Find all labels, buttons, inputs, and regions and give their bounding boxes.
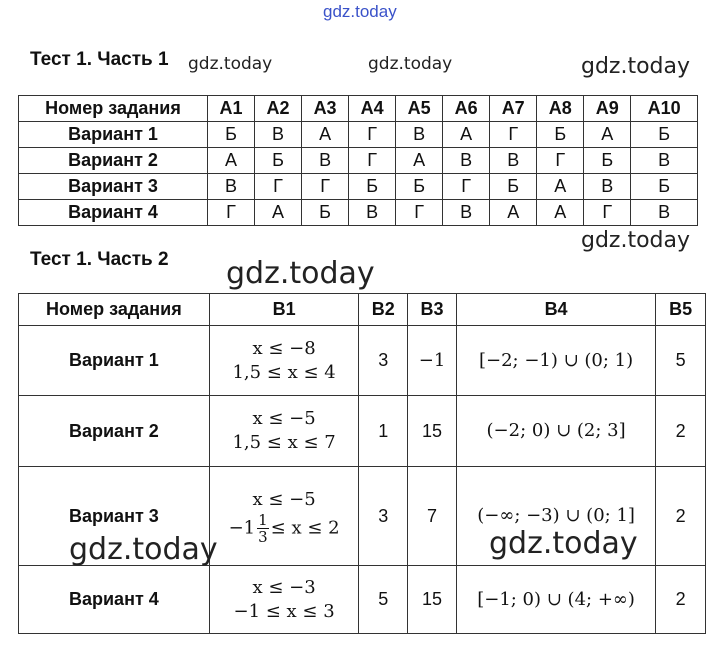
watermark-middle-top: gdz.today xyxy=(368,54,453,74)
table-cell: Б xyxy=(396,174,443,200)
column-header: А4 xyxy=(349,96,396,122)
table-cell: 2 xyxy=(656,566,706,634)
table-cell: Б xyxy=(490,174,537,200)
part2-heading: Тест 1. Часть 2 xyxy=(30,249,169,270)
b1-cell xyxy=(209,326,359,396)
table-cell: В xyxy=(631,148,698,174)
table-cell: Б xyxy=(584,148,631,174)
column-header: В4 xyxy=(456,294,655,326)
table-cell: 3 xyxy=(359,467,408,566)
table-cell: Г xyxy=(490,122,537,148)
table-cell: (−2; 0) ∪ (2; 3] xyxy=(456,396,655,467)
row-label: Вариант 4 xyxy=(19,566,210,634)
table-cell: Г xyxy=(584,200,631,226)
table-cell: Б xyxy=(631,122,698,148)
table-cell: В xyxy=(302,148,349,174)
table-cell: 1 xyxy=(359,396,408,467)
column-header: В1 xyxy=(209,294,359,326)
column-header: А9 xyxy=(584,96,631,122)
table-cell: А xyxy=(537,174,584,200)
column-header: А3 xyxy=(302,96,349,122)
table-cell: В xyxy=(490,148,537,174)
watermark-after-heading: gdz.today xyxy=(188,54,273,74)
table-cell: В xyxy=(255,122,302,148)
table-cell: А xyxy=(208,148,255,174)
table-cell: Г xyxy=(443,174,490,200)
table-cell: А xyxy=(302,122,349,148)
header-label: Номер задания xyxy=(19,96,208,122)
table-cell: Г xyxy=(208,200,255,226)
column-header: А6 xyxy=(443,96,490,122)
table-cell: Б xyxy=(208,122,255,148)
table-cell: 2 xyxy=(656,467,706,566)
table-cell: [−2; −1) ∪ (0; 1) xyxy=(456,326,655,396)
b1-line1: x ≤ −5 xyxy=(252,488,316,510)
column-header: А5 xyxy=(396,96,443,122)
table-row xyxy=(19,122,698,148)
table-cell: 7 xyxy=(408,467,457,566)
table-cell: А xyxy=(584,122,631,148)
table-cell: (−∞; −3) ∪ (0; 1] xyxy=(456,467,655,566)
table-cell: В xyxy=(584,174,631,200)
table-row xyxy=(19,566,706,634)
watermark-bottom-right: gdz.today xyxy=(489,526,638,561)
b1-line2: 1,5 ≤ x ≤ 7 xyxy=(232,432,336,453)
row-label: Вариант 1 xyxy=(19,326,210,396)
table-cell: В xyxy=(443,200,490,226)
watermark-big-mid: gdz.today xyxy=(226,256,375,291)
part1-heading: Тест 1. Часть 1 xyxy=(30,49,169,70)
row-label: Вариант 2 xyxy=(19,148,208,174)
table-cell: А xyxy=(490,200,537,226)
table-cell: Г xyxy=(396,200,443,226)
part1-table xyxy=(18,95,698,226)
table-cell: 5 xyxy=(656,326,706,396)
row-label: Вариант 3 xyxy=(19,467,210,566)
row-label: Вариант 4 xyxy=(19,200,208,226)
fraction xyxy=(257,512,269,545)
table-cell: В xyxy=(349,200,396,226)
table-cell: В xyxy=(396,122,443,148)
column-header: В3 xyxy=(408,294,457,326)
row-label: Вариант 3 xyxy=(19,174,208,200)
watermark-top: gdz.today xyxy=(323,2,397,21)
column-header: В5 xyxy=(656,294,706,326)
watermark-bottom-left: gdz.today xyxy=(69,532,218,567)
watermark-right-mid: gdz.today xyxy=(581,228,691,253)
column-header: А8 xyxy=(537,96,584,122)
table-header-row xyxy=(19,96,698,122)
table-cell: В xyxy=(631,200,698,226)
row-label: Вариант 1 xyxy=(19,122,208,148)
table-cell: 15 xyxy=(408,396,457,467)
b1-prefix: −1 xyxy=(228,517,256,538)
b1-cell xyxy=(209,566,359,634)
header-label: Номер задания xyxy=(19,294,210,326)
table-cell: Б xyxy=(349,174,396,200)
table-cell: А xyxy=(537,200,584,226)
table-cell: Б xyxy=(255,148,302,174)
table-cell: Б xyxy=(302,200,349,226)
table-cell: В xyxy=(208,174,255,200)
table-cell: Г xyxy=(302,174,349,200)
b1-suffix: ≤ x ≤ 2 xyxy=(270,517,340,538)
table-cell: 5 xyxy=(359,566,408,634)
table-cell: Б xyxy=(631,174,698,200)
table-row xyxy=(19,200,698,226)
table-cell: 15 xyxy=(408,566,457,634)
table-cell: А xyxy=(443,122,490,148)
table-cell: Б xyxy=(537,122,584,148)
table-cell: Г xyxy=(349,148,396,174)
table-cell: А xyxy=(255,200,302,226)
b1-cell xyxy=(209,396,359,467)
column-header: А7 xyxy=(490,96,537,122)
table-cell: А xyxy=(396,148,443,174)
fraction-numerator: 1 xyxy=(258,510,268,529)
table-cell: В xyxy=(443,148,490,174)
b1-line1: x ≤ −8 xyxy=(252,337,316,359)
b1-line2 xyxy=(210,512,359,545)
row-label: Вариант 2 xyxy=(19,396,210,467)
table-cell: −1 xyxy=(408,326,457,396)
table-cell: Г xyxy=(255,174,302,200)
column-header: А1 xyxy=(208,96,255,122)
table-header-row xyxy=(19,294,706,326)
b1-line1: x ≤ −5 xyxy=(252,408,316,429)
fraction-denominator: 3 xyxy=(258,527,268,546)
table-row xyxy=(19,396,706,467)
table-cell: 3 xyxy=(359,326,408,396)
table-cell: Г xyxy=(537,148,584,174)
b1-cell xyxy=(209,467,359,566)
b1-line2: −1 ≤ x ≤ 3 xyxy=(233,600,335,622)
table-cell: [−1; 0) ∪ (4; +∞) xyxy=(456,566,655,634)
table-row xyxy=(19,326,706,396)
table-row xyxy=(19,174,698,200)
table-cell: 2 xyxy=(656,396,706,467)
b1-line2: 1,5 ≤ x ≤ 4 xyxy=(232,361,336,383)
column-header: В2 xyxy=(359,294,408,326)
table-row xyxy=(19,148,698,174)
column-header: А2 xyxy=(255,96,302,122)
column-header: А10 xyxy=(631,96,698,122)
watermark-right-top: gdz.today xyxy=(581,54,691,79)
part2-table xyxy=(18,293,706,634)
table-cell: Г xyxy=(349,122,396,148)
b1-line1: x ≤ −3 xyxy=(252,576,316,598)
